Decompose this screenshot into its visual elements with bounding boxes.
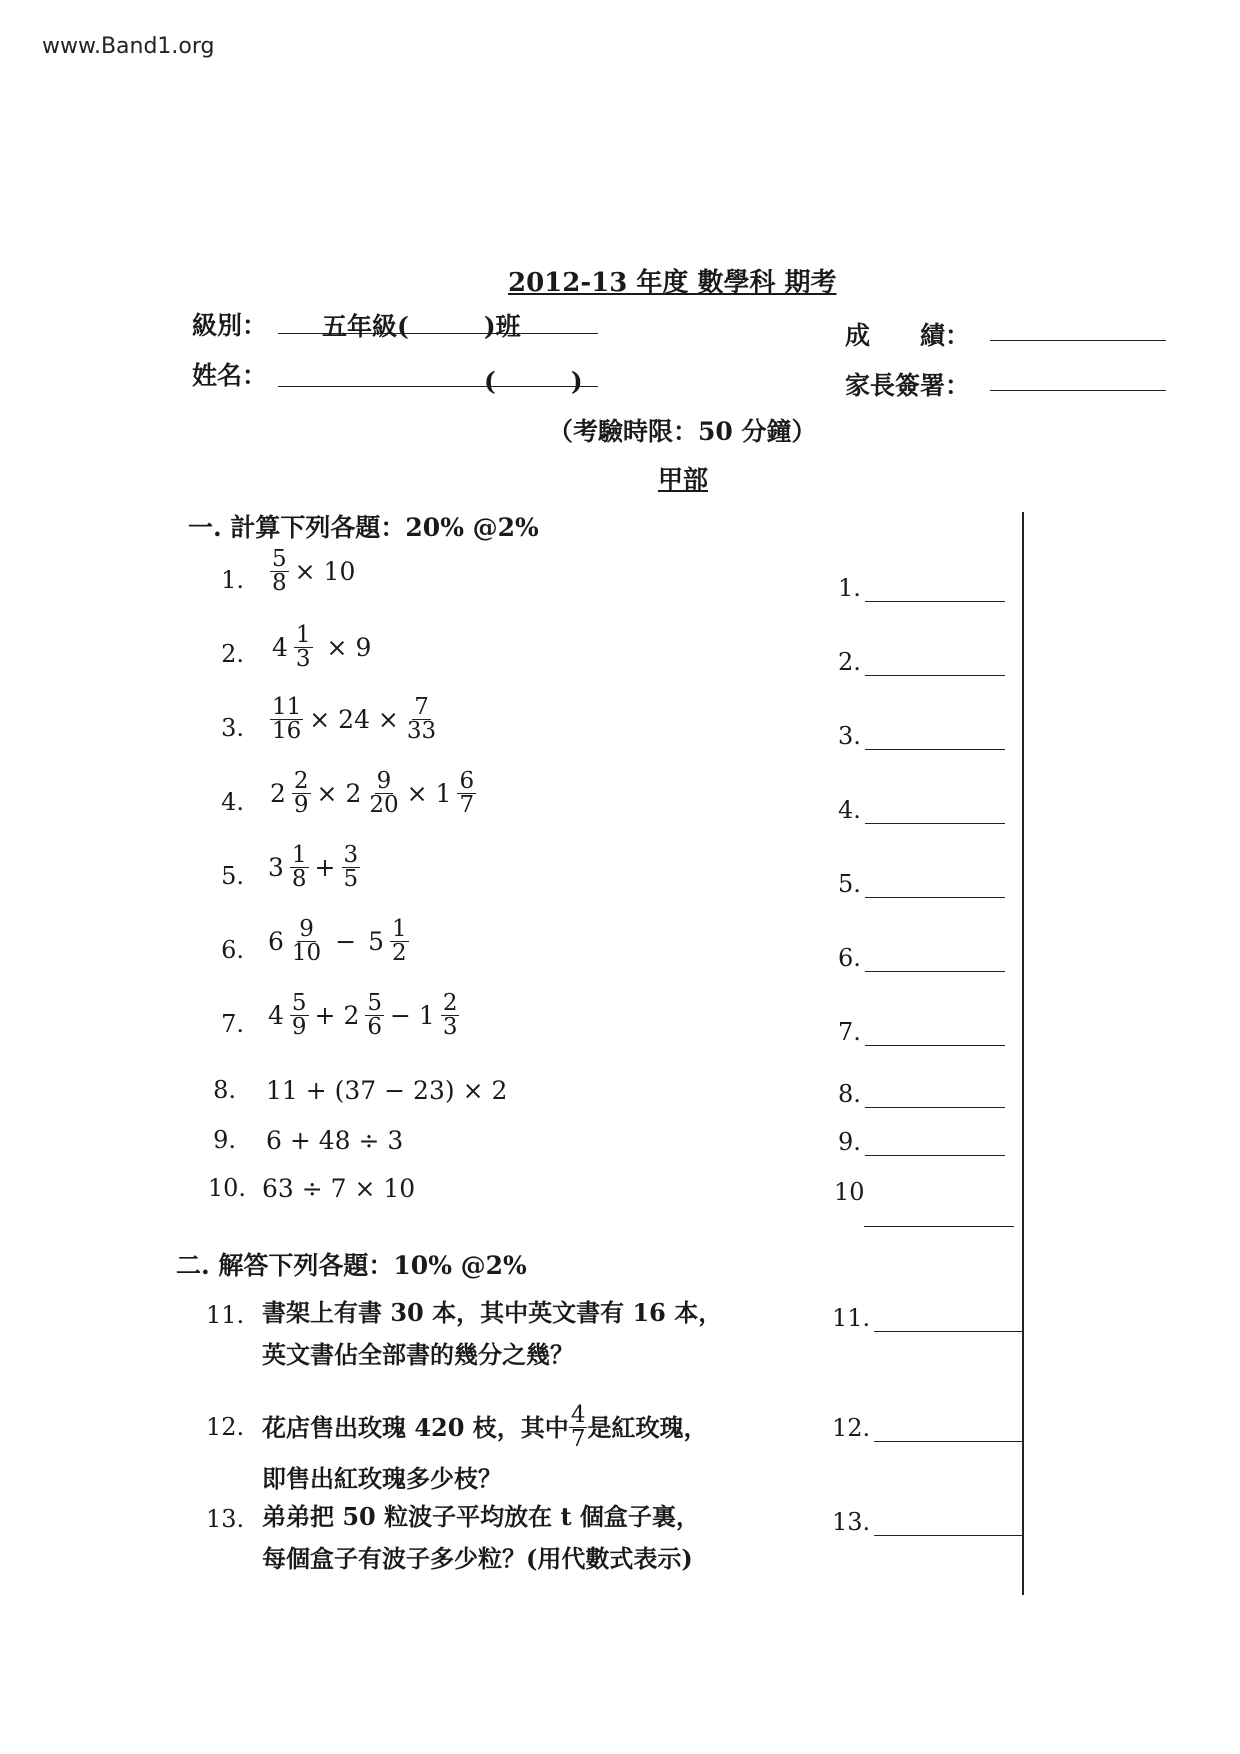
answer-blank[interactable]: 8. <box>838 1080 1005 1108</box>
question-number: 13. <box>206 1505 245 1533</box>
fraction: $\frac{4}{7}$ <box>570 1402 586 1452</box>
question-13-line-2: 每個盒子有波子多少粒？(用代數式表示) <box>262 1544 693 1573</box>
answer-blank[interactable]: 4. <box>838 796 1005 824</box>
answer-blank[interactable]: 12. <box>832 1414 1022 1442</box>
answer-blank[interactable]: 1. <box>838 574 1005 602</box>
fraction: $\frac{1}{2}$ <box>392 916 407 966</box>
class-label: 級別： <box>192 311 268 340</box>
name-field[interactable] <box>278 358 598 396</box>
question-9-expression: 6 + 48 ÷ 3 <box>266 1126 404 1155</box>
answer-blank[interactable]: 9. <box>838 1128 1005 1156</box>
question-1-expression: $\frac{5}{8}$ × 10 <box>272 546 356 596</box>
answer-blank[interactable]: 5. <box>838 870 1005 898</box>
question-11-line-1: 書架上有書 30 本，其中英文書有 16 本， <box>262 1298 723 1327</box>
fraction: $\frac{2}{9}$ <box>293 768 309 818</box>
question-11-line-2: 英文書佔全部書的幾分之幾？ <box>262 1340 574 1369</box>
question-4-expression: 2 $\frac{2}{9}$ × 2 $\frac{9}{20}$ × 1 $\frac{6}{7}$ <box>270 768 475 818</box>
question-6-expression: 6 $\frac{9}{10}$ − 5 $\frac{1}{2}$ <box>268 916 407 966</box>
answer-blank-10-line[interactable] <box>864 1226 1014 1227</box>
fraction: $\frac{1}{8}$ <box>291 842 307 892</box>
question-number: 1. <box>221 566 244 594</box>
answer-blank[interactable]: 11. <box>832 1304 1022 1332</box>
time-limit: （考驗時限：50 分鐘） <box>548 417 817 446</box>
question-10-expression: 63 ÷ 7 × 10 <box>262 1174 416 1203</box>
name-paren: ( ) <box>484 367 583 396</box>
fraction: $\frac{9}{20}$ <box>369 768 399 818</box>
page-title: 2012-13 年度 數學科 期考 <box>508 268 837 298</box>
question-5-expression: 3 $\frac{1}{8}$ + $\frac{3}{5}$ <box>268 842 359 892</box>
question-number: 8. <box>213 1076 236 1104</box>
answer-blank[interactable]: 6. <box>838 944 1005 972</box>
question-12-line-2: 即售出紅玫瑰多少枝？ <box>262 1464 502 1493</box>
question-number: 4. <box>221 788 244 816</box>
question-3-expression: $\frac{11}{16}$ × 24 × $\frac{7}{33}$ <box>272 694 437 744</box>
fraction: $\frac{11}{16}$ <box>272 694 302 744</box>
fraction: $\frac{5}{8}$ <box>272 546 287 596</box>
fraction: $\frac{5}{9}$ <box>291 990 307 1040</box>
question-number: 5. <box>221 862 244 890</box>
fraction: $\frac{1}{3}$ <box>295 622 311 672</box>
fraction: $\frac{9}{10}$ <box>291 916 322 966</box>
question-number: 6. <box>221 936 244 964</box>
parent-sign-field[interactable] <box>990 362 1166 391</box>
question-number: 9. <box>213 1126 236 1154</box>
question-number: 3. <box>221 714 244 742</box>
answer-blank-label: 10 <box>834 1178 865 1206</box>
question-number: 2. <box>221 640 244 668</box>
watermark: www.Band1.org <box>42 34 215 59</box>
section-2-heading: 二. 解答下列各題：10% @2% <box>176 1251 527 1280</box>
margin-divider <box>1022 512 1024 1595</box>
question-7-expression: 4 $\frac{5}{9}$ + 2 $\frac{5}{6}$ − 1 $\frac{2}{3}$ <box>268 990 458 1040</box>
fraction: $\frac{2}{3}$ <box>442 990 458 1040</box>
question-number: 11. <box>206 1301 245 1329</box>
fraction: $\frac{5}{6}$ <box>367 990 382 1040</box>
question-number: 12. <box>206 1413 245 1441</box>
question-number: 7. <box>221 1010 244 1038</box>
answer-blank[interactable]: 3. <box>838 722 1005 750</box>
score-field[interactable] <box>990 312 1166 341</box>
class-value: 五年級( )班 <box>322 312 521 341</box>
question-8-expression: 11 + (37 − 23) × 2 <box>266 1076 508 1105</box>
parent-sign-label: 家長簽署： <box>845 371 971 400</box>
section-1-heading: 一. 計算下列各題：20% @2% <box>188 513 539 542</box>
answer-blank[interactable]: 7. <box>838 1018 1005 1046</box>
fraction: $\frac{7}{33}$ <box>406 694 437 744</box>
fraction: $\frac{3}{5}$ <box>343 842 359 892</box>
question-2-expression: 4 $\frac{1}{3}$ × 9 <box>272 622 372 672</box>
question-number: 10. <box>207 1174 246 1202</box>
answer-blank[interactable]: 2. <box>838 648 1005 676</box>
score-label: 成 績： <box>845 321 971 350</box>
fraction: $\frac{6}{7}$ <box>459 768 475 818</box>
part-heading: 甲部 <box>658 465 709 494</box>
name-label: 姓名： <box>192 361 268 390</box>
question-12-line-1: 花店售出玫瑰 420 枝，其中 $\frac{4}{7}$ 是紅玫瑰， <box>262 1402 708 1452</box>
answer-blank[interactable]: 13. <box>832 1508 1022 1536</box>
class-field[interactable] <box>278 305 598 341</box>
question-13-line-1: 弟弟把 50 粒波子平均放在 t 個盒子裏， <box>262 1502 700 1531</box>
